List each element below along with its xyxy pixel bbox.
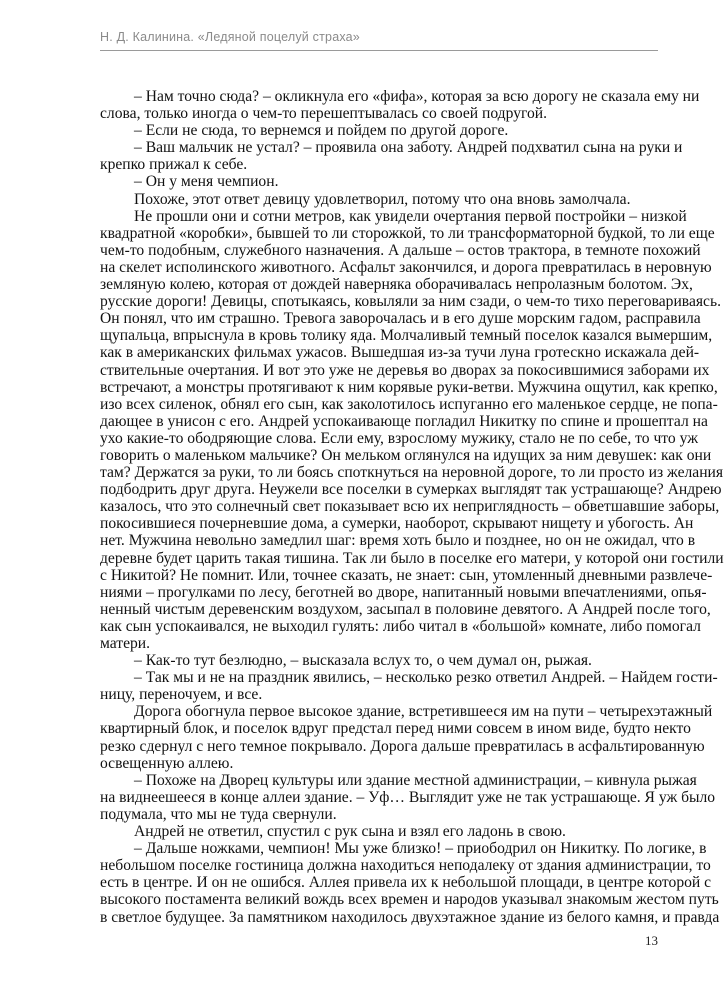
text-line: Он понял, что им страшно. Тревога заворочалась и в его душе морским гадом, расправила: [100, 310, 701, 328]
text-line: резко сдернул с него темное покрывало. Дорога дальше превратилась в асфальтированную: [100, 737, 705, 755]
text-line: Не прошли они и сотни метров, как увидели очертания первой постройки – низкой: [134, 207, 687, 225]
running-header: Н. Д. Калинина. «Ледяной поцелуй страха»: [100, 30, 360, 44]
text-line: земляную колею, которая от дождей наверняка оборачивалась непролазным болотом. Эх,: [100, 276, 693, 294]
text-line: покосившиеся почерневшие дома, а сумерки, наоборот, скрывают нищету и убогость. Ан: [100, 515, 694, 533]
text-line: изо всех силенок, обнял его сын, как заколотилось испуганно его маленькое сердце, не попа-: [100, 395, 718, 413]
text-line: нет. Мужчина невольно замедлил шаг: время хоть было и позднее, но он не ожидал, что в: [100, 532, 696, 550]
text-line: квадратной «коробки», бывшей то ли сторожкой, то ли трансформаторной будкой, то ли еще: [100, 224, 715, 242]
text-line: – Нам точно сюда? – окликнула его «фифа», которая за всю дорогу не сказала ему ни: [134, 88, 700, 105]
text-line: встречают, а монстры протягивают к ним корявые руки-ветви. Мужчина ощутил, как крепко,: [100, 378, 718, 396]
text-line: подбодрить друг друга. Неужели все поселки в сумерках выглядят так устрашающе? Андрею: [100, 481, 722, 499]
text-line: небольшом поселке гостиница должна находиться неподалеку от здания администрации, то: [100, 857, 711, 875]
text-line: на виднеешееся в конце аллеи здание. – Уф… Выглядит уже не так устрашающе. Я уж было: [100, 788, 716, 806]
text-line: крепко прижал к себе.: [100, 156, 248, 174]
page-number: 13: [645, 933, 658, 948]
text-line: ницу, переночуем, и все.: [100, 686, 263, 704]
header-divider: [100, 50, 658, 51]
text-line: есть в центре. И он не ошибся. Аллея привела их к небольшой площади, в центре которой с: [100, 874, 712, 892]
text-line: там? Держатся за руки, то ли боясь споткнуться на неровной дороге, то ли просто из желания: [100, 464, 724, 482]
text-line: как сын успокаивался, не выходил гулять: либо читал в «большой» комнате, либо помогал: [100, 617, 701, 635]
text-line: щупальца, впрыснула в кровь толику яда. Молчаливый темный поселок казался вымершим,: [100, 327, 713, 345]
text-line: слова, только иногда о чем-то перешептывалась со своей подругой.: [100, 105, 548, 123]
text-line: дающее в унисон с его. Андрей успокаивающе погладил Никитку по спине и прошептал на: [100, 412, 708, 430]
text-line: говорить о маленьком мальчике? Он мельком оглянулся на идущих за ним девушек: как они: [100, 446, 712, 464]
text-line: подумала, что мы не туда свернули.: [100, 805, 337, 823]
text-line: матери.: [100, 635, 151, 652]
text-line: как в американских фильмах ужасов. Вышедшая из-за тучи луна гротескно искажала дей-: [100, 344, 700, 362]
text-line: – Дальше ножками, чемпион! Мы уже близко! – приободрил он Никитку. По логике, в: [134, 840, 707, 858]
text-line: ухо какие-то ободряющие слова. Если ему, взрослому мужику, стало не по себе, то что уж: [100, 429, 698, 447]
text-line: казалось, что это солнечный свет показывает всю их неприглядность – обветшавшие заборы,: [100, 498, 720, 516]
text-line: – Похоже на Дворец культуры или здание местной администрации, – кивнула рыжая: [134, 771, 697, 789]
text-line: Похоже, этот ответ девицу удовлетворил, потому что она вновь замолчала.: [134, 190, 631, 208]
text-line: ненный чистым деревенским воздухом, засыпал в половине девятого. А Андрей после того,: [100, 600, 711, 618]
text-line: – Так мы и не на праздник явились, – несколько резко ответил Андрей. – Найдем гости-: [134, 669, 718, 687]
text-line: ниями – прогулками по лесу, беготней во дворе, напитанный новыми впечатлениями, опья-: [100, 583, 707, 601]
text-line: в светлое будущее. За памятником находилось двухэтажное здание из белого камня, и правда: [100, 908, 720, 926]
text-line: – Он у меня чемпион.: [134, 173, 279, 191]
text-body: [100, 88, 724, 926]
text-line: – Как-то тут безлюдно, – высказала вслух то, о чем думал он, рыжая.: [134, 652, 592, 670]
text-line: – Если не сюда, то вернемся и пойдем по другой дороге.: [134, 122, 509, 140]
text-line: Дорога обогнула первое высокое здание, встретившееся им на пути – четырехэтажный: [134, 703, 713, 721]
text-line: деревне будет царить такая тишина. Так ли было в поселке его матери, у которой они гостили: [100, 549, 724, 567]
text-line: на скелет исполинского животного. Асфальт закончился, и дорога превратилась в неровную: [100, 258, 712, 276]
text-line: освещенную аллею.: [100, 754, 234, 772]
text-line: квартирный блок, и поселок вдруг предстал перед ними совсем в ином виде, будто некто: [100, 720, 691, 738]
text-line: чем-то подобным, служебного назначения. А дальше – остов трактора, в темноте похожий: [100, 241, 701, 259]
text-line: Андрей не ответил, спустил с рук сына и взял его ладонь в свою.: [134, 823, 566, 841]
text-line: высокого постамента великий вождь всех времен и народов указывал знакомым жестом путь: [100, 891, 719, 909]
text-line: русские дороги! Девицы, спотыкаясь, ковыляли за ним сзади, о чем-то тихо переговариваясь.: [100, 293, 721, 311]
text-line: – Ваш мальчик не устал? – проявила она заботу. Андрей подхватил сына на руки и: [134, 139, 683, 157]
text-line: ствительные очертания. И вот это уже не деревья во дворах за покосившимися заборами их: [100, 361, 710, 379]
text-line: с Никитой? Не помнит. Или, точнее сказать, не знает: сын, утомленный дневными развлече-: [100, 566, 713, 584]
